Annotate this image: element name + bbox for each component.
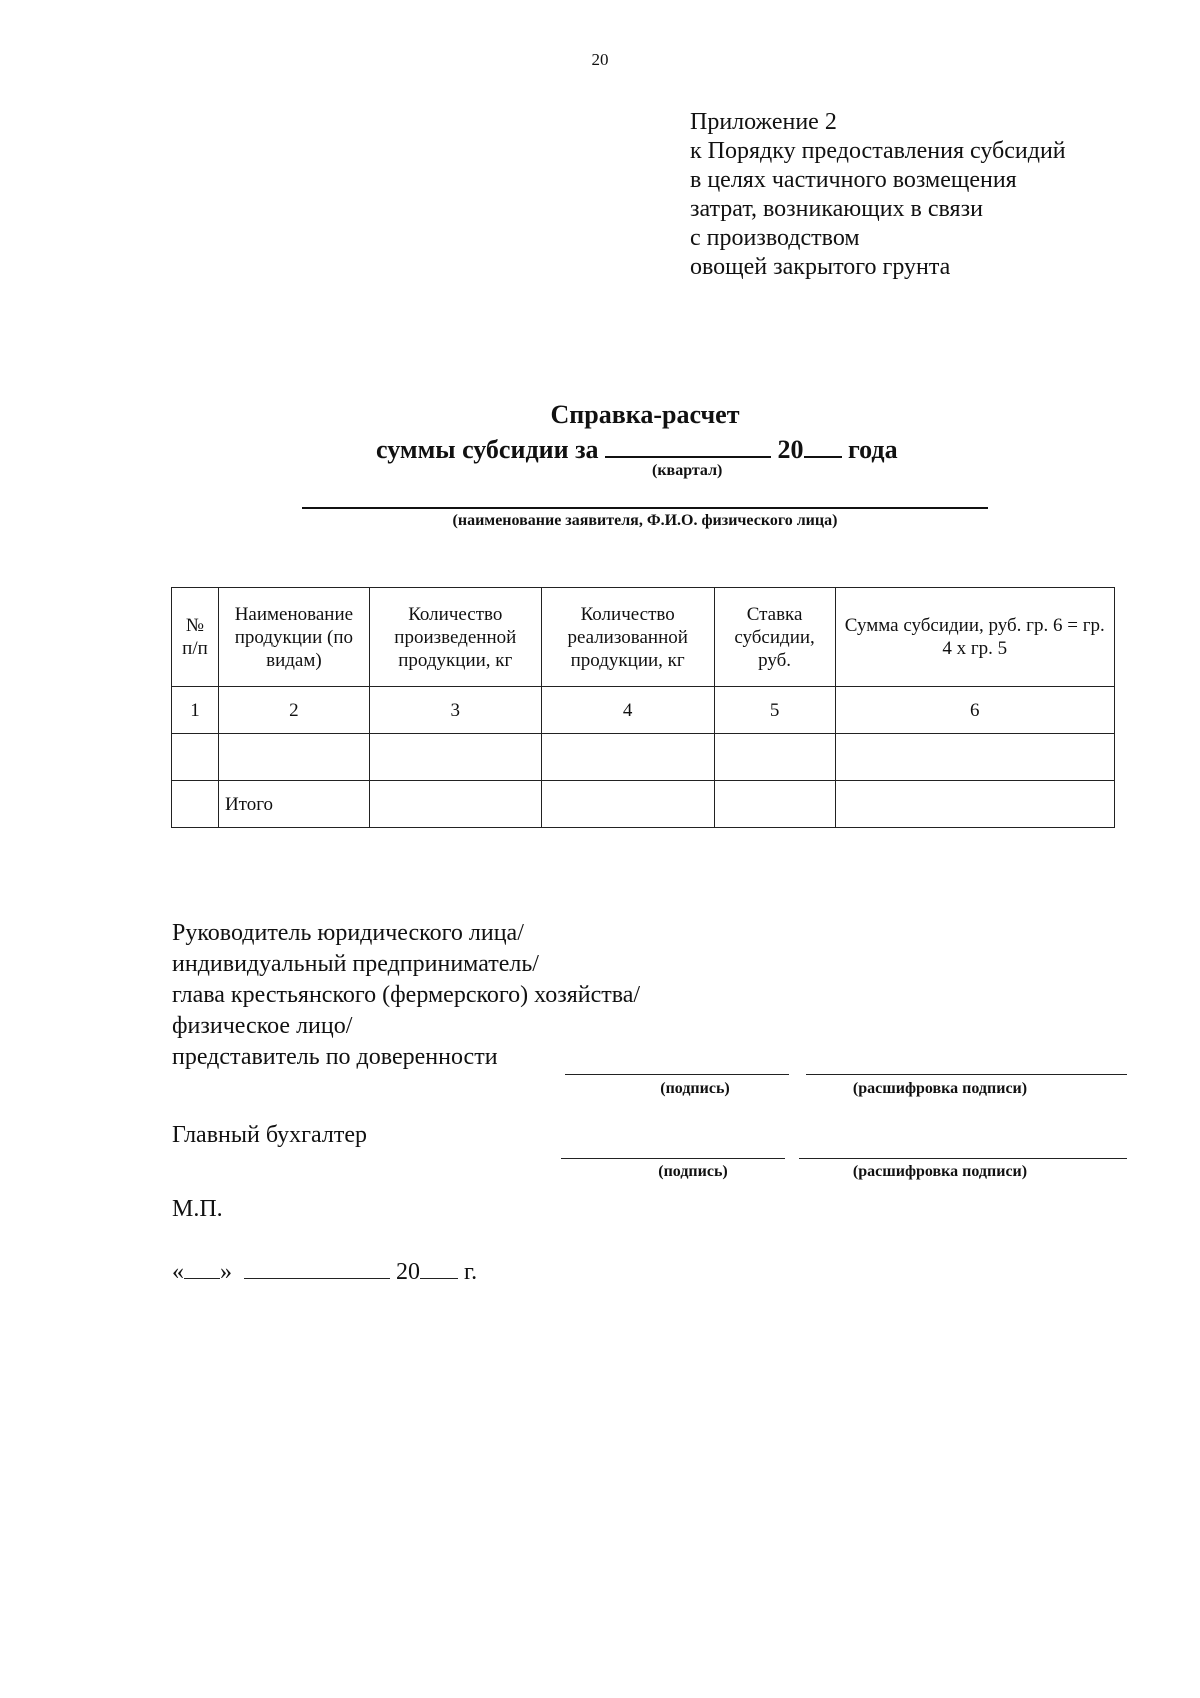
date-close-quote: » [220,1259,232,1285]
head-decoding-line[interactable] [806,1074,1127,1075]
chief-decoding-hint: (расшифровка подписи) [852,1163,1028,1180]
title-block [0,400,1200,479]
calculation-table [171,587,1115,828]
table-row-total [172,781,1115,828]
head-signatory-block [172,918,640,1073]
header-produced-quantity: Количество произведенной продукции, кг [369,588,541,687]
table-row-column-numbers [172,687,1115,734]
total-label: Итого [218,781,369,828]
header-sold-quantity: Количество реализованной продукции, кг [541,588,714,687]
header-product-name: Наименование продукции (по видам) [218,588,369,687]
signatory-line: глава крестьянского (фермерского) хозяйства/ [172,982,641,1008]
chief-decoding-line[interactable] [799,1158,1127,1159]
head-decoding-hint: (расшифровка подписи) [852,1080,1028,1097]
period-suffix: года [848,435,898,464]
appendix-line: в целях частичного возмещения [690,167,1017,193]
appendix-line: затрат, возникающих в связи [690,196,983,222]
chief-signature-line[interactable] [561,1158,785,1159]
appendix-line: с производством [690,225,860,251]
month-blank[interactable] [244,1258,390,1279]
period-line [376,434,898,465]
table-cell[interactable] [714,734,835,781]
year-blank[interactable] [804,434,842,458]
head-signature-hint: (подпись) [660,1080,730,1097]
applicant-hint: (наименование заявителя, Ф.И.О. физического лица) [452,512,838,529]
column-number: 6 [835,687,1114,734]
date-year-prefix: 20 [396,1259,420,1285]
applicant-name-line[interactable] [302,507,988,509]
quarter-blank[interactable] [605,434,771,458]
year-blank[interactable] [420,1258,458,1279]
table-cell[interactable] [835,734,1114,781]
stamp-placeholder: М.П. [172,1196,223,1222]
table-cell[interactable] [541,734,714,781]
table-cell[interactable] [835,781,1114,828]
period-prefix: суммы субсидии за [376,435,599,464]
chief-accountant-label: Главный бухгалтер [172,1122,367,1148]
column-number: 2 [218,687,369,734]
appendix-line: к Порядку предоставления субсидий [690,138,1066,164]
table-cell[interactable] [714,781,835,828]
date-suffix: г. [464,1259,478,1285]
header-number: № п/п [172,588,219,687]
table-cell[interactable] [369,781,541,828]
header-subsidy-rate: Ставка субсидии, руб. [714,588,835,687]
quarter-hint: (квартал) [652,462,723,479]
signatory-line: Руководитель юридического лица/ [172,920,524,946]
signatory-line: физическое лицо/ [172,1013,353,1039]
period-year-prefix: 20 [777,435,804,464]
table-row-empty [172,734,1115,781]
column-number: 4 [541,687,714,734]
column-number: 3 [369,687,541,734]
signatory-line: индивидуальный предприниматель/ [172,951,539,977]
appendix-line: Приложение 2 [690,109,837,135]
column-number: 5 [714,687,835,734]
table-cell[interactable] [172,734,219,781]
day-blank[interactable] [184,1258,220,1279]
signatory-line: представитель по доверенности [172,1044,498,1070]
chief-signature-hint: (подпись) [658,1163,728,1180]
table-cell[interactable] [541,781,714,828]
appendix-line: овощей закрытого грунта [690,254,951,280]
date-line [172,1258,477,1286]
table-cell[interactable] [218,734,369,781]
appendix-block [690,108,1066,282]
date-open-quote: « [172,1259,184,1285]
table-header-row [172,588,1115,687]
column-number: 1 [172,687,219,734]
table-cell[interactable] [172,781,219,828]
table-cell[interactable] [369,734,541,781]
header-subsidy-amount: Сумма субсидии, руб. гр. 6 = гр. 4 х гр. 5 [835,588,1114,687]
document-title: Справка-расчет [550,400,740,429]
head-signature-line[interactable] [565,1074,789,1075]
page-number: 20 [591,50,609,69]
